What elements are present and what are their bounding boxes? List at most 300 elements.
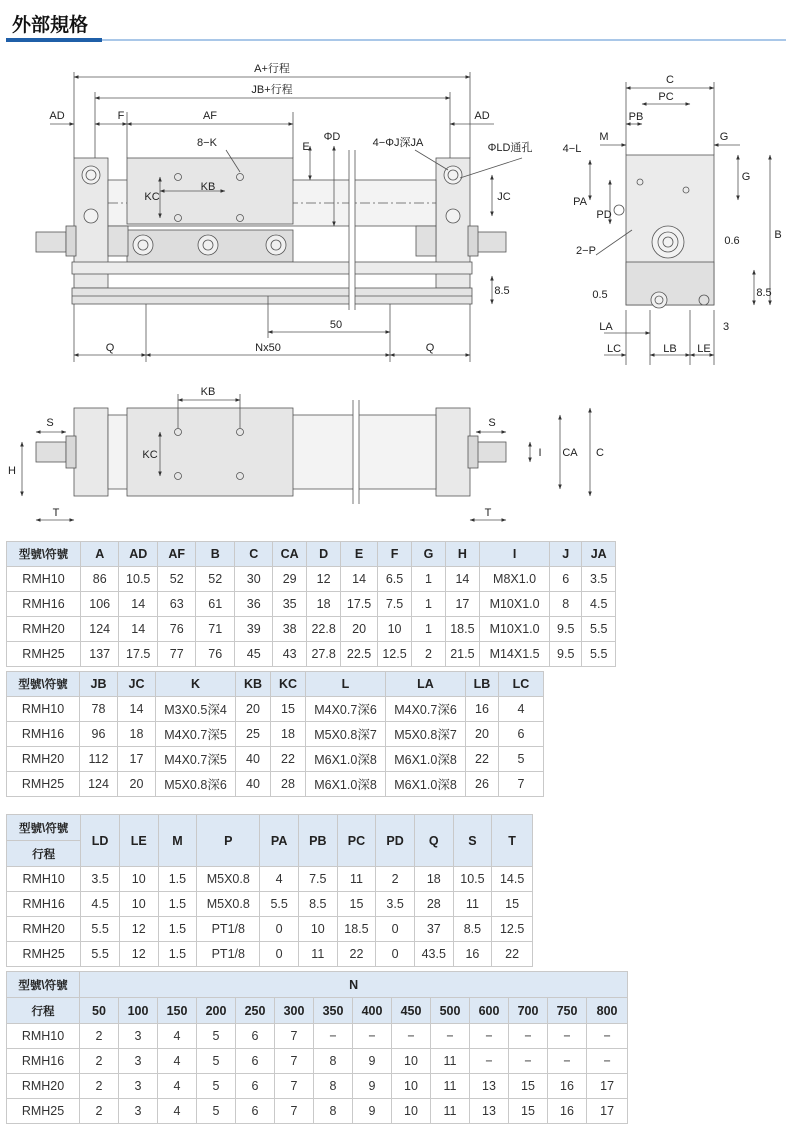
table2-header: K xyxy=(156,672,236,697)
table-row xyxy=(7,1074,628,1099)
value-cell: M6X1.0深8 xyxy=(306,772,386,797)
model-cell: RMH25 xyxy=(7,942,81,967)
value-cell: 12.5 xyxy=(492,917,533,942)
value-cell: 26 xyxy=(466,772,499,797)
value-cell: 6 xyxy=(550,567,582,592)
value-cell: 63 xyxy=(157,592,196,617)
label-g-side: G xyxy=(741,171,751,183)
value-cell: 14.5 xyxy=(492,867,533,892)
value-cell: 45 xyxy=(234,642,273,667)
label-h: H xyxy=(8,465,16,477)
table-row xyxy=(7,592,616,617)
model-cell: RMH20 xyxy=(7,1074,80,1099)
value-cell: 12 xyxy=(119,917,158,942)
value-cell: 16 xyxy=(548,1074,587,1099)
table-row xyxy=(7,917,533,942)
value-cell: 9 xyxy=(353,1049,392,1074)
table3-header: PB xyxy=(298,815,337,867)
table-row xyxy=(7,642,616,667)
value-cell: 6 xyxy=(236,1099,275,1124)
value-cell: 8 xyxy=(550,592,582,617)
value-cell: 5.5 xyxy=(582,617,616,642)
value-cell: 5.5 xyxy=(582,642,616,667)
value-cell: 18 xyxy=(271,722,306,747)
value-cell: 20 xyxy=(341,617,377,642)
table1-header: H xyxy=(445,542,479,567)
table2-header: KC xyxy=(271,672,306,697)
value-cell: 4 xyxy=(260,867,299,892)
value-cell: 14 xyxy=(118,697,156,722)
table3-header: S xyxy=(453,815,492,867)
table3-corner: 型號\符號 xyxy=(7,815,81,841)
value-cell: 6 xyxy=(236,1024,275,1049)
table1-header: AD xyxy=(119,542,158,567)
title-underline-accent xyxy=(6,38,102,42)
value-cell: 3 xyxy=(119,1074,158,1099)
value-cell: − xyxy=(509,1024,548,1049)
table-row xyxy=(7,722,544,747)
value-cell: 13 xyxy=(470,1099,509,1124)
value-cell: 5 xyxy=(197,1049,236,1074)
label-jc: JC xyxy=(497,191,511,203)
label-pc: PC xyxy=(658,91,674,103)
value-cell: 9 xyxy=(353,1099,392,1124)
value-cell: 10 xyxy=(392,1049,431,1074)
value-cell: 1 xyxy=(412,617,445,642)
value-cell: 17 xyxy=(587,1074,628,1099)
value-cell: 18 xyxy=(118,722,156,747)
value-cell: 4 xyxy=(158,1099,197,1124)
value-cell: 4 xyxy=(158,1074,197,1099)
value-cell: 18 xyxy=(306,592,340,617)
value-cell: 16 xyxy=(548,1099,587,1124)
value-cell: 17.5 xyxy=(341,592,377,617)
label-e: E xyxy=(302,141,310,153)
model-cell: RMH20 xyxy=(7,747,80,772)
value-cell: 124 xyxy=(80,617,119,642)
table3-header: M xyxy=(158,815,197,867)
value-cell: 8 xyxy=(314,1099,353,1124)
table-row xyxy=(7,1099,628,1124)
table-row xyxy=(7,617,616,642)
value-cell: 20 xyxy=(118,772,156,797)
label-k: 8−K xyxy=(197,137,217,149)
value-cell: 4 xyxy=(158,1049,197,1074)
value-cell: 8.5 xyxy=(298,892,337,917)
value-cell: 77 xyxy=(157,642,196,667)
value-cell: 4 xyxy=(499,697,544,722)
label-i: I xyxy=(538,447,542,459)
table1-header: I xyxy=(480,542,550,567)
value-cell: 124 xyxy=(80,772,118,797)
value-cell: 10 xyxy=(298,917,337,942)
value-cell: 3.5 xyxy=(376,892,415,917)
table4-corner: 型號\符號 xyxy=(7,972,80,998)
value-cell: 4.5 xyxy=(582,592,616,617)
value-cell: 15 xyxy=(337,892,376,917)
table1-corner: 型號\符號 xyxy=(7,542,81,567)
table4-header: 500 xyxy=(431,998,470,1024)
label-la: LA xyxy=(599,321,613,333)
value-cell: 22 xyxy=(271,747,306,772)
value-cell: 21.5 xyxy=(445,642,479,667)
table4-header: 400 xyxy=(353,998,392,1024)
value-cell: 0 xyxy=(260,917,299,942)
value-cell: 14 xyxy=(341,567,377,592)
label-m: M xyxy=(599,131,609,143)
value-cell: 5 xyxy=(499,747,544,772)
value-cell: 96 xyxy=(80,722,118,747)
spec-table-1 xyxy=(6,541,616,667)
label-4l: 4−L xyxy=(562,143,582,155)
table2-header: LC xyxy=(499,672,544,697)
label-kc-top: KC xyxy=(142,449,158,461)
table3-header: PD xyxy=(376,815,415,867)
value-cell: M6X1.0深8 xyxy=(386,772,466,797)
value-cell: 7 xyxy=(275,1049,314,1074)
value-cell: 5 xyxy=(197,1099,236,1124)
value-cell: 3 xyxy=(119,1024,158,1049)
value-cell: − xyxy=(548,1024,587,1049)
value-cell: 12 xyxy=(119,942,158,967)
value-cell: M5X0.8 xyxy=(197,892,260,917)
value-cell: 43 xyxy=(273,642,306,667)
value-cell: 10 xyxy=(377,617,411,642)
value-cell: − xyxy=(470,1049,509,1074)
value-cell: 11 xyxy=(298,942,337,967)
label-q-left: Q xyxy=(105,342,115,354)
table-row xyxy=(7,1024,628,1049)
value-cell: M4X0.7深6 xyxy=(386,697,466,722)
label-a-stroke: A+行程 xyxy=(254,63,290,75)
label-le: LE xyxy=(697,343,711,355)
value-cell: M8X1.0 xyxy=(480,567,550,592)
label-q-right: Q xyxy=(425,342,435,354)
section-header xyxy=(6,4,786,42)
table-row xyxy=(7,1049,628,1074)
title-underline xyxy=(102,39,786,41)
value-cell: − xyxy=(548,1049,587,1074)
label-kb-front: KB xyxy=(200,181,216,193)
value-cell: M6X1.0深8 xyxy=(306,747,386,772)
label-c-top: C xyxy=(596,447,604,459)
value-cell: 86 xyxy=(80,567,119,592)
value-cell: 35 xyxy=(273,592,306,617)
value-cell: 7 xyxy=(275,1024,314,1049)
label-3: 3 xyxy=(722,321,730,333)
value-cell: 10 xyxy=(119,867,158,892)
value-cell: 22 xyxy=(466,747,499,772)
model-cell: RMH25 xyxy=(7,642,81,667)
table1-header: E xyxy=(341,542,377,567)
value-cell: 15 xyxy=(492,892,533,917)
table4-header: 600 xyxy=(470,998,509,1024)
value-cell: 22.5 xyxy=(341,642,377,667)
value-cell: 0 xyxy=(376,942,415,967)
value-cell: M5X0.8深7 xyxy=(306,722,386,747)
model-cell: RMH10 xyxy=(7,867,81,892)
value-cell: 6 xyxy=(236,1049,275,1074)
label-kb-top: KB xyxy=(200,386,216,398)
value-cell: 14 xyxy=(445,567,479,592)
value-cell: 11 xyxy=(431,1074,470,1099)
table4-header: 150 xyxy=(158,998,197,1024)
value-cell: M5X0.8深6 xyxy=(156,772,236,797)
label-pa: PA xyxy=(573,196,587,208)
model-cell: RMH16 xyxy=(7,592,81,617)
table-row xyxy=(7,567,616,592)
value-cell: 18.5 xyxy=(445,617,479,642)
value-cell: M14X1.5 xyxy=(480,642,550,667)
table4-header: 750 xyxy=(548,998,587,1024)
value-cell: 78 xyxy=(80,697,118,722)
value-cell: PT1/8 xyxy=(197,942,260,967)
table3-header: T xyxy=(492,815,533,867)
label-pd: PD xyxy=(596,209,612,221)
value-cell: PT1/8 xyxy=(197,917,260,942)
table1-header: AF xyxy=(157,542,196,567)
value-cell: − xyxy=(314,1024,353,1049)
label-85-end: 8.5 xyxy=(756,287,772,299)
value-cell: − xyxy=(392,1024,431,1049)
value-cell: 7.5 xyxy=(377,592,411,617)
value-cell: 11 xyxy=(453,892,492,917)
dimension-drawing xyxy=(0,50,790,575)
model-cell: RMH10 xyxy=(7,697,80,722)
model-cell: RMH10 xyxy=(7,567,81,592)
value-cell: 2 xyxy=(80,1074,119,1099)
table1-header: CA xyxy=(273,542,306,567)
value-cell: 5.5 xyxy=(81,917,120,942)
label-05: 0.5 xyxy=(592,289,608,301)
value-cell: 52 xyxy=(157,567,196,592)
label-s-left: S xyxy=(46,417,54,429)
label-06: 0.6 xyxy=(724,235,740,247)
label-50: 50 xyxy=(329,319,343,331)
value-cell: 17 xyxy=(118,747,156,772)
value-cell: 43.5 xyxy=(414,942,453,967)
value-cell: 9 xyxy=(353,1074,392,1099)
table1-header: JA xyxy=(582,542,616,567)
value-cell: 7 xyxy=(275,1074,314,1099)
label-g-top: G xyxy=(719,131,729,143)
section-title: 外部規格 xyxy=(12,14,89,36)
value-cell: 25 xyxy=(236,722,271,747)
value-cell: 5.5 xyxy=(260,892,299,917)
value-cell: 38 xyxy=(273,617,306,642)
value-cell: 8 xyxy=(314,1074,353,1099)
value-cell: 2 xyxy=(80,1024,119,1049)
value-cell: 28 xyxy=(271,772,306,797)
value-cell: 14 xyxy=(119,592,158,617)
table4-header: 50 xyxy=(80,998,119,1024)
value-cell: 106 xyxy=(80,592,119,617)
value-cell: 6 xyxy=(499,722,544,747)
value-cell: 2 xyxy=(80,1049,119,1074)
value-cell: 2 xyxy=(80,1099,119,1124)
table1-header: D xyxy=(306,542,340,567)
table4-header: 100 xyxy=(119,998,158,1024)
value-cell: 3 xyxy=(119,1099,158,1124)
value-cell: M5X0.8 xyxy=(197,867,260,892)
spec-table-4 xyxy=(6,971,628,1124)
model-cell: RMH16 xyxy=(7,1049,80,1074)
value-cell: M3X0.5深4 xyxy=(156,697,236,722)
value-cell: M4X0.7深5 xyxy=(156,747,236,772)
value-cell: 1 xyxy=(412,567,445,592)
spec-table-2 xyxy=(6,671,544,797)
value-cell: 7.5 xyxy=(298,867,337,892)
label-phi-d: ΦD xyxy=(323,131,341,143)
value-cell: 9.5 xyxy=(550,617,582,642)
value-cell: 76 xyxy=(196,642,235,667)
label-pb: PB xyxy=(628,111,644,123)
label-jb-stroke: JB+行程 xyxy=(251,84,293,96)
value-cell: 11 xyxy=(431,1099,470,1124)
value-cell: 8.5 xyxy=(453,917,492,942)
table2-corner: 型號\符號 xyxy=(7,672,80,697)
table4-header: 800 xyxy=(587,998,628,1024)
table2-header: JC xyxy=(118,672,156,697)
table-row xyxy=(7,697,544,722)
table4-header: 250 xyxy=(236,998,275,1024)
value-cell: 22 xyxy=(337,942,376,967)
model-cell: RMH16 xyxy=(7,722,80,747)
value-cell: 6.5 xyxy=(377,567,411,592)
table2-header: LB xyxy=(466,672,499,697)
table-row xyxy=(7,942,533,967)
value-cell: 40 xyxy=(236,747,271,772)
value-cell: 1.5 xyxy=(158,892,197,917)
label-c-end: C xyxy=(666,74,674,86)
value-cell: 13 xyxy=(470,1074,509,1099)
label-hole-ld: ΦLD通孔 xyxy=(487,142,533,154)
value-cell: − xyxy=(470,1024,509,1049)
label-hole-j: 4−ΦJ深JA xyxy=(372,137,424,149)
value-cell: 1.5 xyxy=(158,867,197,892)
label-b: B xyxy=(774,229,782,241)
table1-header: F xyxy=(377,542,411,567)
table2-header: JB xyxy=(80,672,118,697)
value-cell: 15 xyxy=(509,1099,548,1124)
value-cell: 137 xyxy=(80,642,119,667)
value-cell: 8 xyxy=(314,1049,353,1074)
value-cell: 12 xyxy=(306,567,340,592)
value-cell: 11 xyxy=(337,867,376,892)
value-cell: − xyxy=(353,1024,392,1049)
value-cell: 3 xyxy=(119,1049,158,1074)
value-cell: 5 xyxy=(197,1024,236,1049)
label-ca: CA xyxy=(562,447,578,459)
value-cell: 5 xyxy=(197,1074,236,1099)
label-lc: LC xyxy=(606,343,622,355)
table-row xyxy=(7,867,533,892)
value-cell: 17 xyxy=(587,1099,628,1124)
value-cell: 36 xyxy=(234,592,273,617)
table2-header: KB xyxy=(236,672,271,697)
value-cell: 61 xyxy=(196,592,235,617)
label-s-right: S xyxy=(488,417,496,429)
table1-header: C xyxy=(234,542,273,567)
table2-header: L xyxy=(306,672,386,697)
table-row xyxy=(7,892,533,917)
value-cell: 10.5 xyxy=(119,567,158,592)
value-cell: 2 xyxy=(376,867,415,892)
value-cell: M4X0.7深6 xyxy=(306,697,386,722)
value-cell: 37 xyxy=(414,917,453,942)
value-cell: 29 xyxy=(273,567,306,592)
label-t-right: T xyxy=(484,507,492,519)
value-cell: 17 xyxy=(445,592,479,617)
value-cell: 4.5 xyxy=(81,892,120,917)
value-cell: M5X0.8深7 xyxy=(386,722,466,747)
value-cell: 28 xyxy=(414,892,453,917)
value-cell: 5.5 xyxy=(81,942,120,967)
value-cell: 15 xyxy=(509,1074,548,1099)
value-cell: M4X0.7深5 xyxy=(156,722,236,747)
label-f: F xyxy=(117,110,125,122)
value-cell: − xyxy=(587,1049,628,1074)
model-cell: RMH25 xyxy=(7,772,80,797)
value-cell: 1 xyxy=(412,592,445,617)
spec-table-3 xyxy=(6,814,533,967)
value-cell: 6 xyxy=(236,1074,275,1099)
label-2p: 2−P xyxy=(576,245,596,257)
label-af: AF xyxy=(202,110,218,122)
table3-header: PA xyxy=(260,815,299,867)
table4-corner-stroke: 行程 xyxy=(7,998,80,1024)
value-cell: M10X1.0 xyxy=(480,592,550,617)
value-cell: 16 xyxy=(466,697,499,722)
value-cell: 10 xyxy=(119,892,158,917)
value-cell: − xyxy=(509,1049,548,1074)
label-t-left: T xyxy=(52,507,60,519)
value-cell: 14 xyxy=(119,617,158,642)
value-cell: 76 xyxy=(157,617,196,642)
value-cell: 52 xyxy=(196,567,235,592)
value-cell: 1.5 xyxy=(158,917,197,942)
value-cell: 71 xyxy=(196,617,235,642)
table3-header: LE xyxy=(119,815,158,867)
model-cell: RMH25 xyxy=(7,1099,80,1124)
table4-header: 300 xyxy=(275,998,314,1024)
value-cell: 10 xyxy=(392,1074,431,1099)
table3-corner-stroke: 行程 xyxy=(7,841,81,867)
table1-header: J xyxy=(550,542,582,567)
table1-header: G xyxy=(412,542,445,567)
value-cell: 9.5 xyxy=(550,642,582,667)
value-cell: 7 xyxy=(499,772,544,797)
value-cell: 112 xyxy=(80,747,118,772)
table-row xyxy=(7,747,544,772)
value-cell: 40 xyxy=(236,772,271,797)
value-cell: 10 xyxy=(392,1099,431,1124)
value-cell: − xyxy=(431,1024,470,1049)
table1-header: B xyxy=(196,542,235,567)
model-cell: RMH20 xyxy=(7,917,81,942)
table-row xyxy=(7,772,544,797)
table4-header: 450 xyxy=(392,998,431,1024)
label-nx50: Nx50 xyxy=(255,342,281,354)
value-cell: 3.5 xyxy=(582,567,616,592)
table4-header: 350 xyxy=(314,998,353,1024)
table1-header: A xyxy=(80,542,119,567)
value-cell: 11 xyxy=(431,1049,470,1074)
value-cell: 12.5 xyxy=(377,642,411,667)
value-cell: 3.5 xyxy=(81,867,120,892)
value-cell: − xyxy=(587,1024,628,1049)
table3-header: P xyxy=(197,815,260,867)
